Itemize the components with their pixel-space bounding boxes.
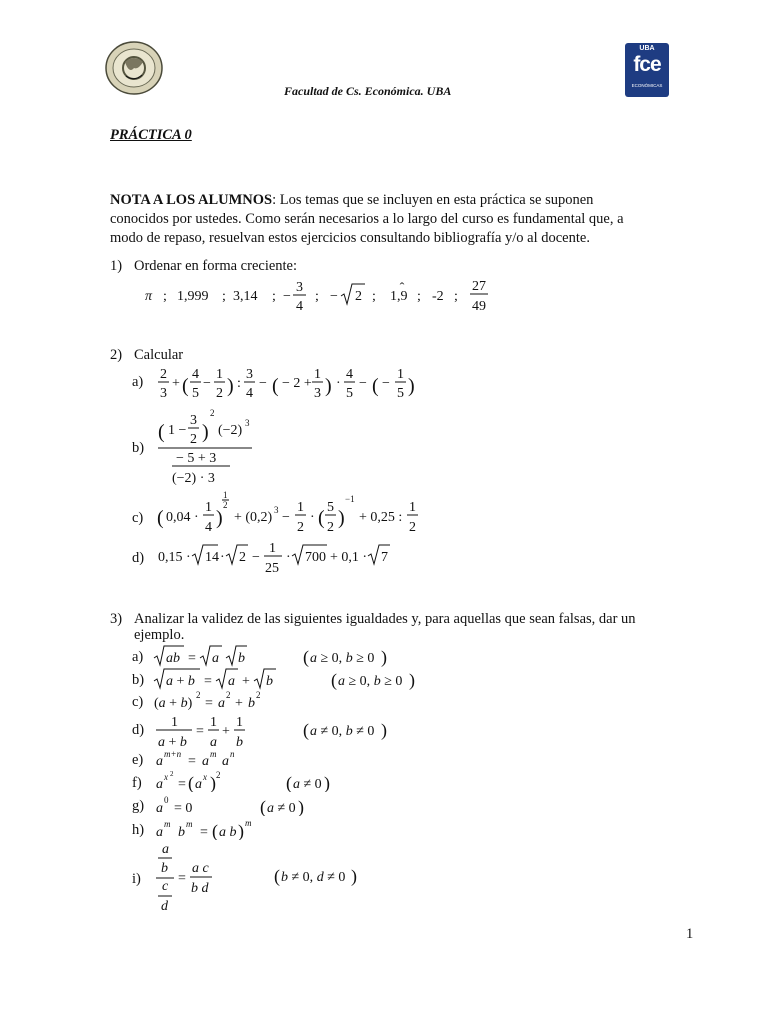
svg-text:4: 4 [246,386,253,401]
svg-text:+: + [222,724,230,739]
ex3i-expression [150,838,380,918]
svg-text:x: x [164,772,168,782]
svg-text:1: 1 [205,500,212,515]
ex1-sep-6: ; [417,289,421,304]
svg-text:b: b [161,861,168,876]
svg-text:1: 1 [223,490,228,500]
svg-text:− 5 + 3: − 5 + 3 [176,451,217,466]
svg-text:1: 1 [216,367,223,382]
svg-text:0,15 ·: 0,15 · [158,550,191,565]
ex1-frac-num: 3 [296,280,303,295]
svg-text:= 0: = 0 [174,801,193,816]
svg-text:=: = [204,674,212,689]
note-paragraph [110,191,624,248]
svg-text:(: ( [182,375,189,397]
svg-text:1: 1 [210,715,217,730]
svg-text:(: ( [260,797,266,816]
svg-text:−: − [359,376,367,391]
svg-text:3: 3 [314,386,321,401]
svg-text:(: ( [303,647,309,667]
svg-text:(: ( [318,507,325,529]
svg-text:b d: b d [191,881,209,896]
ex1-sep-7: ; [454,289,458,304]
svg-text:): ) [351,866,357,886]
svg-text:a c: a c [192,861,209,876]
svg-text:c: c [162,879,169,894]
svg-text:·: · [310,510,315,525]
ex3-number: 3) [110,611,123,627]
svg-text:0: 0 [164,795,169,805]
svg-text:+: + [172,376,180,391]
svg-text::: : [237,376,241,391]
svg-text:a: a [212,651,219,666]
svg-text:x: x [203,772,207,782]
svg-text:(: ( [188,773,194,792]
ex2-label-b: b) [132,440,145,456]
ex2a-expression [156,362,416,404]
note-line-2: conocidos por ustedes. Como serán necesarios a lo largo del curso es fundamental que, a [110,211,624,227]
svg-text:2: 2 [223,500,228,510]
svg-text:1: 1 [409,500,416,515]
ex3c-expression [150,687,300,711]
svg-text:m: m [186,819,193,829]
ex3-label-a: a) [132,649,144,665]
svg-text:2: 2 [409,520,416,535]
svg-text:(: ( [157,507,164,529]
svg-text:(: ( [158,421,165,443]
svg-text:2: 2 [190,432,197,447]
university-seal-logo [104,40,164,96]
ex2-label-d: d) [132,550,145,566]
svg-text:−: − [382,376,390,391]
svg-text:a b: a b [219,825,237,840]
svg-text:+ (0,2): + (0,2) [234,510,273,525]
ex1-item-314: 3,14 [233,289,258,304]
ex3h-expression [150,812,290,840]
svg-text:): ) [325,375,332,397]
svg-text:(: ( [372,375,379,397]
svg-text:−: − [259,376,267,391]
svg-text:b: b [178,825,185,840]
svg-text:3: 3 [246,367,253,382]
svg-text:): ) [409,670,415,690]
svg-text:a: a [156,777,163,792]
ex1-frac2-den: 49 [472,299,486,314]
svg-text:a: a [210,735,217,750]
svg-text:a: a [228,674,235,689]
ex2-label-c: c) [132,510,144,526]
svg-text:a: a [162,842,169,857]
svg-text:3: 3 [245,418,250,428]
svg-text:): ) [210,773,216,792]
svg-text:=: = [178,871,186,886]
svg-text:a ≠ 0: a ≠ 0 [293,777,322,792]
svg-text:1: 1 [171,715,178,730]
ex1-minus-1: − [283,289,291,304]
svg-text:+ 0,1 ·: + 0,1 · [330,550,368,565]
ex2-label-a: a) [132,374,144,390]
svg-text:a + b: a + b [158,735,187,750]
ex1-sep-4: ; [315,289,319,304]
svg-text:(a + b): (a + b) [154,696,193,711]
svg-text:7: 7 [381,550,388,565]
ex2-number: 2) [110,347,123,363]
svg-text:(: ( [303,720,309,740]
svg-text:2: 2 [239,550,246,565]
ex1-item-19: 1,9 [390,289,408,304]
svg-text:2: 2 [256,690,261,700]
svg-text:): ) [202,421,209,443]
svg-text:=: = [188,651,196,666]
svg-text:−1: −1 [345,494,355,504]
svg-text:·: · [220,550,225,565]
ex1-sep-3: ; [272,289,276,304]
svg-text:a ≥ 0, b ≥ 0: a ≥ 0, b ≥ 0 [310,651,375,666]
ex1-sqrt-arg: 2 [355,289,362,304]
ex3-label-i: i) [132,871,141,887]
ex1-sep-1: ; [163,289,167,304]
svg-text:b: b [236,735,243,750]
svg-text:2: 2 [297,520,304,535]
ex1-number-list [140,274,500,318]
svg-text:14: 14 [205,550,219,565]
svg-text:a: a [218,696,225,711]
ex2b-expression [156,406,266,488]
svg-text:+: + [242,674,250,689]
svg-text:a: a [156,801,163,816]
svg-text:1: 1 [297,500,304,515]
ex2d-expression [156,536,396,578]
ex3-label-h: h) [132,822,145,838]
svg-text:25: 25 [265,561,279,576]
svg-text:a + b: a + b [166,674,195,689]
svg-text:+ 0,25 :: + 0,25 : [359,510,403,525]
svg-text:−: − [282,510,290,525]
svg-text:+: + [235,696,243,711]
svg-text:2: 2 [216,770,221,780]
svg-text:=: = [205,696,213,711]
fce-logo [625,43,669,97]
svg-text:a: a [156,825,163,840]
svg-text:): ) [381,647,387,667]
ex3-instruction-line-2: ejemplo. [134,627,185,643]
svg-text:(−2) · 3: (−2) · 3 [172,471,215,486]
svg-text:b: b [266,674,273,689]
ex2c-expression [156,488,426,538]
svg-text:·: · [336,376,341,391]
note-label: NOTA A LOS ALUMNOS [110,192,273,208]
svg-text:5: 5 [346,386,353,401]
svg-text:−: − [203,376,211,391]
svg-text:1 −: 1 − [168,423,187,438]
svg-text:3: 3 [274,505,279,515]
header-faculty: Facultad de Cs. Económica. UBA [284,84,452,98]
svg-text:(: ( [331,670,337,690]
svg-text:): ) [298,797,304,816]
svg-text:− 2 +: − 2 + [282,376,312,391]
ex3-label-b: b) [132,672,145,688]
svg-text:3: 3 [160,386,167,401]
ex1-sep-5: ; [372,289,376,304]
svg-text:2: 2 [216,386,223,401]
svg-text:2: 2 [210,408,215,418]
svg-text:2: 2 [160,367,167,382]
svg-text:2: 2 [196,690,201,700]
svg-text:=: = [188,754,196,769]
svg-text:(−2): (−2) [218,423,243,438]
svg-text:5: 5 [327,500,334,515]
ex2-instruction: Calcular [134,347,184,363]
svg-text:d: d [161,899,168,914]
svg-text:m: m [210,749,217,759]
svg-text:a: a [202,754,209,769]
svg-text:): ) [227,375,234,397]
svg-text:2: 2 [170,770,174,778]
svg-text:=: = [178,777,186,792]
svg-text:1: 1 [314,367,321,382]
svg-text:): ) [338,507,345,529]
ex1-sep-2: ; [222,289,226,304]
svg-text:a: a [195,777,202,792]
svg-text:1: 1 [397,367,404,382]
ex3-instruction [134,611,636,643]
svg-text:a ≠ 0, b ≠ 0: a ≠ 0, b ≠ 0 [310,724,375,739]
note-line-1: : Los temas que se incluyen en esta práctica se suponen [272,192,594,208]
svg-text:m: m [245,818,252,828]
ex3f-expression [150,766,360,792]
svg-text:): ) [381,720,387,740]
svg-text:m+n: m+n [164,749,182,759]
svg-text:a: a [156,754,163,769]
svg-text:b ≠ 0, d ≠ 0: b ≠ 0, d ≠ 0 [281,870,346,885]
svg-text:5: 5 [192,386,199,401]
svg-text:): ) [238,821,244,840]
svg-text:b: b [248,696,255,711]
ex3-instruction-line-1: Analizar la validez de las siguientes igualdades y, para aquellas que sean falsas, dar un [134,611,636,627]
svg-text:): ) [408,375,415,397]
svg-text:5: 5 [397,386,404,401]
ex1-frac2-num: 27 [472,279,486,294]
svg-text:b: b [238,651,245,666]
note-line-3: modo de repaso, resuelvan estos ejercicios consultando bibliografía y/o al docente. [110,230,590,246]
svg-text:2: 2 [327,520,334,535]
ex1-number: 1) [110,258,123,274]
svg-text:700: 700 [305,550,326,565]
ex1-item-pi: π [145,289,153,304]
ex1-item-neg2: -2 [432,289,444,304]
svg-text:a: a [222,754,229,769]
page-number: 1 [686,926,694,942]
svg-text:2: 2 [226,690,231,700]
svg-text:1: 1 [269,541,276,556]
svg-text:n: n [230,749,235,759]
svg-text:(: ( [274,866,280,886]
ex1-item-1999: 1,999 [177,289,209,304]
ex1-minus-2: − [330,289,338,304]
svg-text:(: ( [272,375,279,397]
ex3-label-c: c) [132,694,144,710]
ex3-label-g: g) [132,798,145,814]
ex3-label-d: d) [132,722,145,738]
page-title: PRÁCTICA 0 [110,127,192,143]
svg-text:4: 4 [205,520,212,535]
svg-text:=: = [196,724,204,739]
svg-text:): ) [324,773,330,792]
svg-text:a ≠ 0: a ≠ 0 [267,801,296,816]
svg-text:4: 4 [346,367,353,382]
svg-text:−: − [252,550,260,565]
svg-text:): ) [216,507,223,529]
fce-logo-main: fce [633,53,661,76]
svg-text:3: 3 [190,413,197,428]
svg-text:a ≥ 0, b ≥ 0: a ≥ 0, b ≥ 0 [338,674,403,689]
svg-text:m: m [164,819,171,829]
svg-text:1: 1 [236,715,243,730]
fce-logo-sub: ECONÓMICAS [631,83,663,88]
ex1-hat [399,282,405,284]
svg-text:(: ( [286,773,292,792]
ex1-frac-den: 4 [296,299,303,314]
ex1-instruction: Ordenar en forma creciente: [134,258,298,274]
svg-text:ab: ab [166,651,180,666]
svg-text:·: · [286,550,291,565]
fce-logo-uba: UBA [639,45,655,52]
ex3-label-f: f) [132,775,142,791]
svg-text:=: = [200,825,208,840]
svg-text:(: ( [212,821,218,840]
svg-text:4: 4 [192,367,199,382]
svg-text:0,04 ·: 0,04 · [166,510,199,525]
ex3-label-e: e) [132,752,144,768]
